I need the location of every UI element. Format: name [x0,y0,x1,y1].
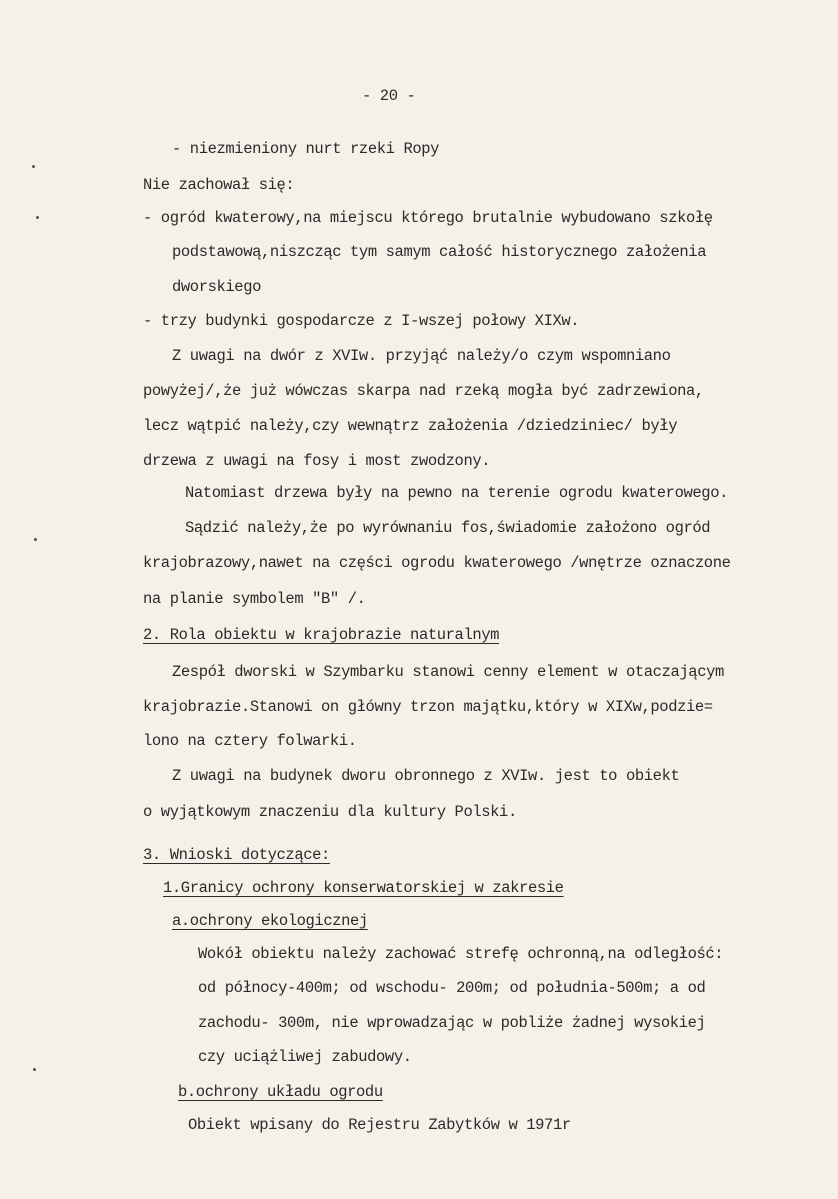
text-line: krajobrazowy,nawet na części ogrodu kwaterowego /wnętrze oznaczone [143,554,731,572]
margin-mark [36,216,39,219]
text-line: podstawową,niszcząc tym samym całość historycznego założenia [172,243,707,261]
text-line: - ogród kwaterowy,na miejscu którego brutalnie wybudowano szkołę [143,209,713,227]
text-line: drzewa z uwagi na fosy i most zwodzony. [143,452,491,470]
text-line: dworskiego [172,278,262,296]
text-line: od północy-400m; od wschodu- 200m; od południa-500m; a od [198,979,706,997]
margin-mark [34,538,37,541]
text-line: Zespół dworski w Szymbarku stanowi cenny element w otaczającym [172,663,724,681]
margin-mark [33,1068,36,1071]
margin-mark [32,165,35,168]
text-line: Obiekt wpisany do Rejestru Zabytków w 1971r [188,1116,571,1134]
text-line: Z uwagi na dwór z XVIw. przyjąć należy/o czym wspomniano [172,347,671,365]
text-line: o wyjątkowym znaczeniu dla kultury Polski. [143,803,517,821]
section-heading: 3. Wnioski dotyczące: [143,846,330,864]
text-line: Nie zachował się: [143,176,295,194]
text-line: Z uwagi na budynek dworu obronnego z XVIw. jest to obiekt [172,767,680,785]
text-line: lecz wątpić należy,czy wewnątrz założenia /dziedziniec/ były [143,417,678,435]
text-line: krajobrazie.Stanowi on główny trzon majątku,który w XIXw,podzie= [143,698,713,716]
subsection-heading: 1.Granicy ochrony konserwatorskiej w zakresie [163,879,564,897]
text-line: lono na cztery folwarki. [143,732,357,750]
text-line: Sądzić należy,że po wyrównaniu fos,świadomie założono ogród [185,519,711,537]
text-line: - niezmieniony nurt rzeki Ropy [172,140,440,158]
text-line: Natomiast drzewa były na pewno na terenie ogrodu kwaterowego. [185,484,728,502]
text-line: Wokół obiektu należy zachować strefę ochronną,na odległość: [198,945,724,963]
text-line: zachodu- 300m, nie wprowadzając w pobliże żadnej wysokiej [198,1014,706,1032]
text-line: na planie symbolem "B" /. [143,590,366,608]
subsection-heading: a.ochrony ekologicznej [172,912,368,930]
text-line: powyżej/,że już wówczas skarpa nad rzeką mogła być zadrzewiona, [143,382,704,400]
text-line: - trzy budynki gospodarcze z I-wszej połowy XIXw. [143,312,580,330]
subsection-heading: b.ochrony układu ogrodu [178,1083,383,1101]
text-line: czy uciążliwej zabudowy. [198,1048,412,1066]
page-number: - 20 - [362,87,416,105]
section-heading: 2. Rola obiektu w krajobrazie naturalnym [143,626,500,644]
